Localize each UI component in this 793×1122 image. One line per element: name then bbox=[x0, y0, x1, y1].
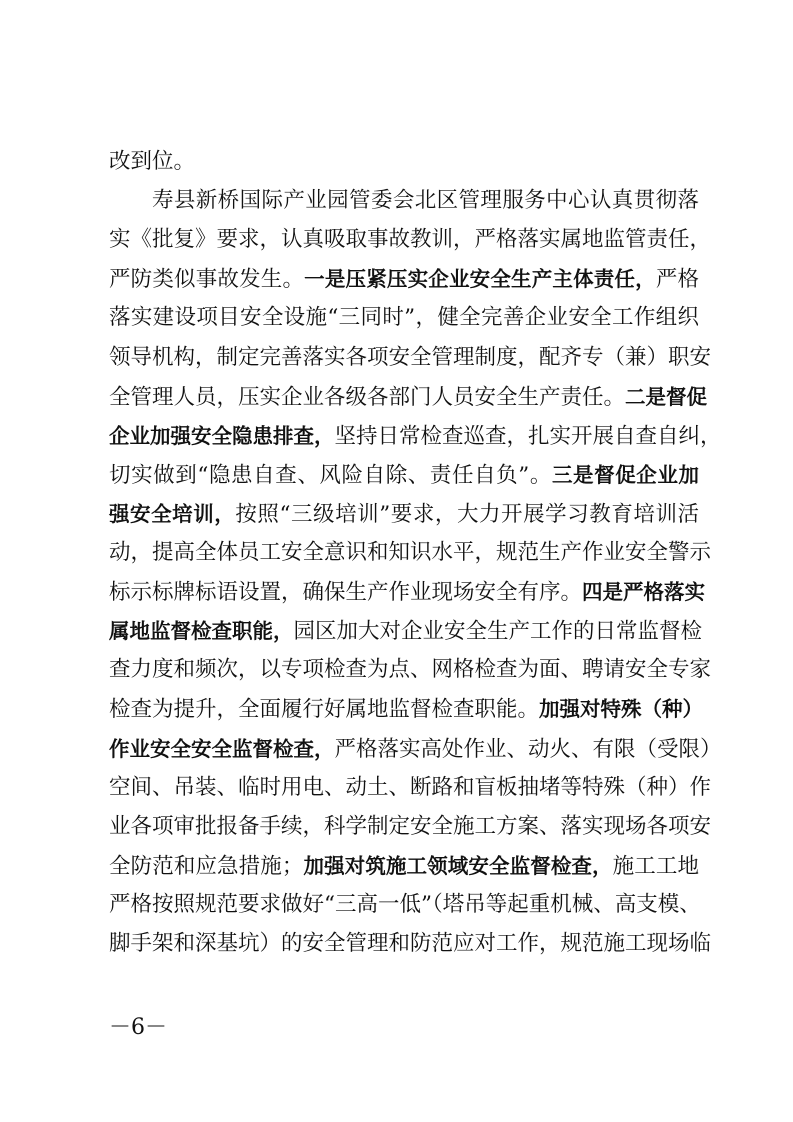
text-segment: 严格按照规范要求做好“三高一低”（塔吊等起重机械、高支模、 bbox=[109, 891, 701, 917]
text-segment: 查力度和频次，以专项检查为点、网格检查为面、聘请安全专家 bbox=[109, 657, 712, 683]
text-segment: 检查为提升，全面履行好属地监督检查职能。 bbox=[109, 697, 540, 723]
text-line bbox=[109, 611, 703, 651]
text-segment: 全防范和应急措施； bbox=[109, 853, 304, 879]
text-segment: 落实建设项目安全设施“三同时”，健全完善企业安全工作组织 bbox=[109, 305, 699, 331]
text-segment: 领导机构，制定完善落实各项安全管理制度，配齐专（兼）职安 bbox=[109, 344, 712, 370]
text-line bbox=[109, 298, 699, 338]
text-line bbox=[109, 729, 722, 769]
text-line bbox=[109, 572, 706, 612]
bold-text-segment: 作业安全安全监督检查， bbox=[109, 736, 335, 761]
text-segment: 实《批复》要求，认真吸取事故教训，严格落实属地监管责任， bbox=[109, 227, 712, 253]
text-segment: 改到位。 bbox=[109, 149, 196, 174]
bold-text-segment: 属地监督检查职能， bbox=[109, 619, 294, 644]
bold-text-segment: 三是督促企业加 bbox=[551, 462, 699, 487]
text-line bbox=[152, 181, 699, 221]
bold-text-segment: 四是严格落实 bbox=[582, 580, 706, 605]
text-segment: 业各项审批报备手续，科学制定安全施工方案、落实现场各项安 bbox=[109, 813, 712, 839]
text-line bbox=[109, 377, 708, 417]
text-line bbox=[109, 807, 712, 847]
text-segment: 寿县新桥国际产业园管委会北区管理服务中心认真贯彻落 bbox=[152, 188, 699, 214]
text-line bbox=[109, 220, 712, 260]
text-segment: 严格 bbox=[655, 267, 699, 293]
text-line bbox=[109, 416, 722, 456]
text-line bbox=[109, 533, 712, 573]
text-segment: 按照“三级培训”要求，大力开展学习教育培训活 bbox=[235, 501, 699, 527]
text-line bbox=[109, 494, 699, 534]
bold-text-segment: 一是压紧压实企业安全生产主体责任， bbox=[304, 267, 656, 292]
text-segment: 严防类似事故发生。 bbox=[109, 267, 305, 293]
text-line bbox=[109, 689, 704, 729]
text-line bbox=[109, 259, 699, 299]
bold-text-segment: 强安全培训， bbox=[109, 501, 236, 526]
text-segment: 脚手架和深基坑）的安全管理和防范应对工作，规范施工现场临 bbox=[109, 931, 712, 956]
text-segment: 园区加大对企业安全生产工作的日常监督检 bbox=[293, 619, 703, 645]
text-segment: 标示标牌标语设置，确保生产作业现场安全有序。 bbox=[109, 580, 583, 606]
text-line bbox=[109, 846, 699, 886]
text-line bbox=[109, 142, 699, 182]
text-line bbox=[109, 768, 712, 808]
text-line bbox=[109, 338, 712, 378]
text-line bbox=[109, 885, 699, 925]
text-line bbox=[109, 650, 712, 690]
bold-text-segment: 二是督促 bbox=[625, 384, 708, 409]
text-segment: 全管理人员，压实企业各级各部门人员安全生产责任。 bbox=[109, 384, 626, 410]
bold-text-segment: 加强对特殊（种） bbox=[539, 697, 704, 722]
text-segment: 动，提高全体员工安全意识和知识水平，规范生产作业安全警示 bbox=[109, 540, 712, 565]
text-segment: 切实做到“隐患自查、风险自除、责任自负”。 bbox=[109, 462, 552, 488]
text-line bbox=[109, 924, 712, 964]
bold-text-segment: 企业加强安全隐患排查， bbox=[109, 423, 335, 448]
text-segment: 严格落实高处作业、动火、有限（受限） bbox=[334, 736, 722, 762]
text-line bbox=[109, 455, 699, 495]
page-number: －6－ bbox=[109, 1015, 167, 1040]
text-segment: 坚持日常检查巡查，扎实开展自查自纠， bbox=[334, 423, 722, 449]
text-segment: 空间、吊装、临时用电、动土、断路和盲板抽堵等特殊（种）作 bbox=[109, 774, 712, 800]
bold-text-segment: 加强对筑施工领域安全监督检查， bbox=[303, 853, 613, 878]
text-segment: 施工工地 bbox=[612, 853, 699, 879]
